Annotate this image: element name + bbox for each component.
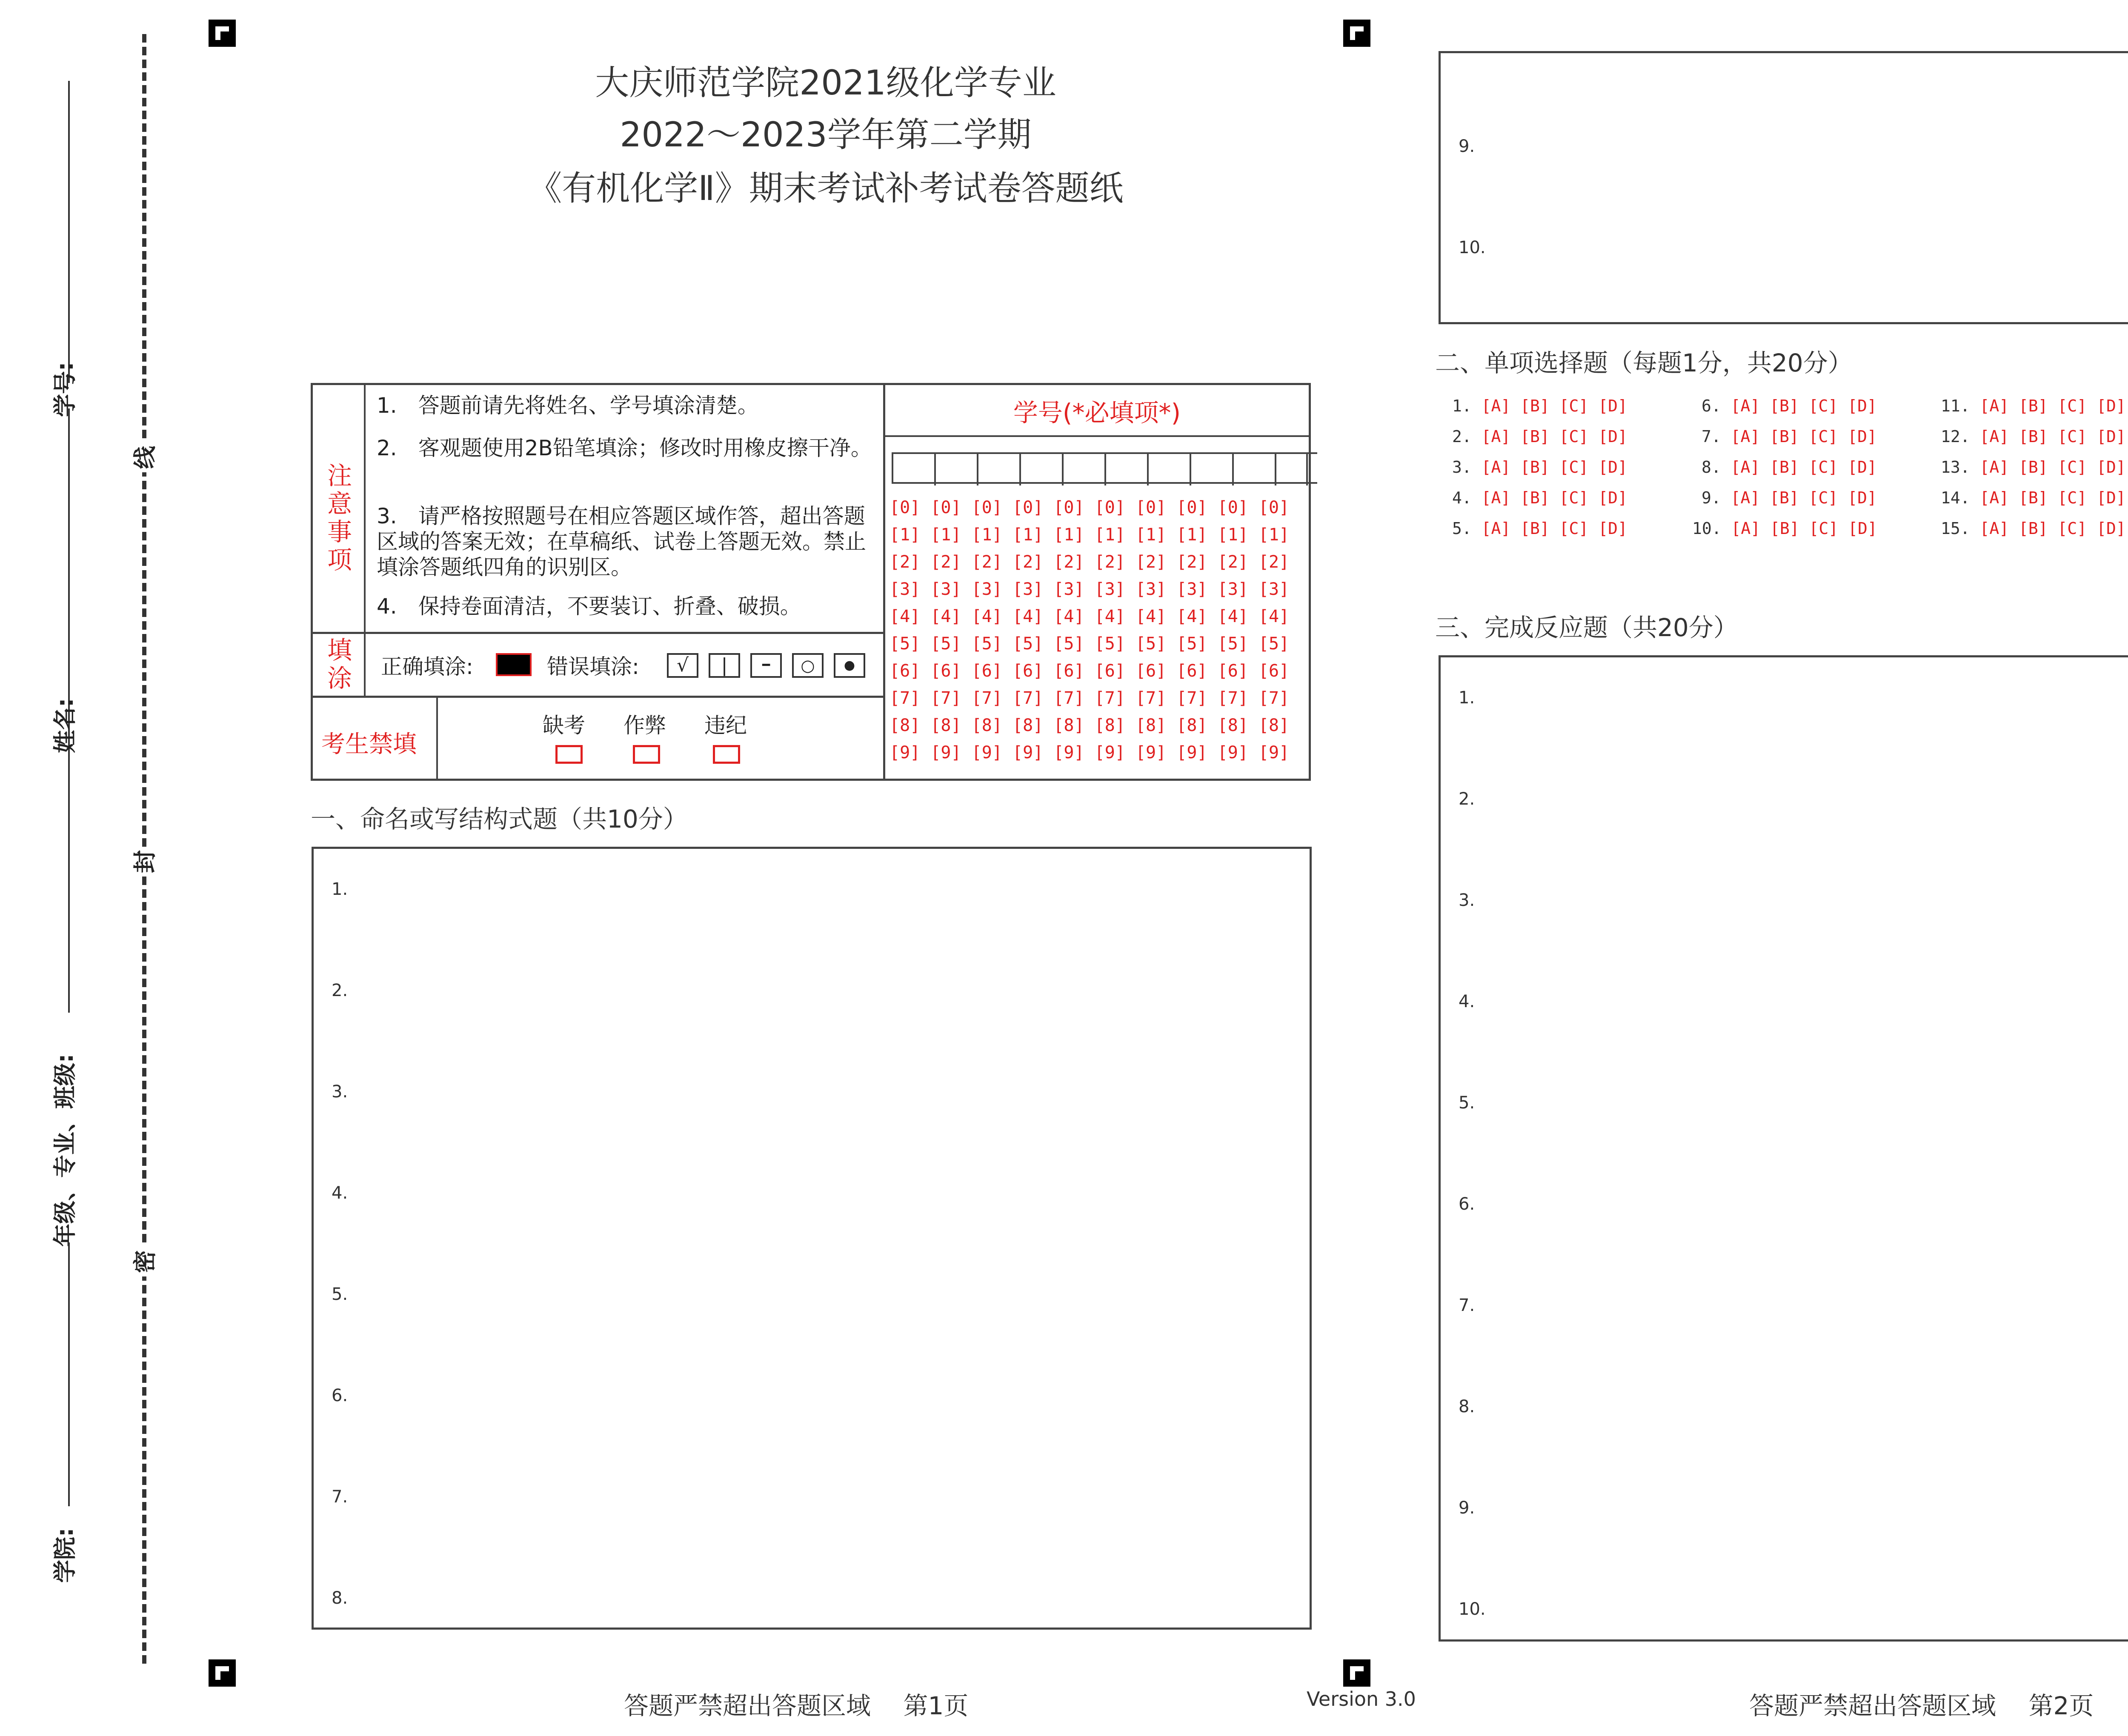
question-number: 7. [1459,1296,1475,1315]
seal-char-xian: 线 [130,443,160,472]
notice-heading: 注意事项 [327,461,352,574]
mcq-item[interactable]: 3. [A] [B] [C] [D] [1452,458,1627,477]
wrong-fill-circle-icon: ○ [792,653,824,678]
mcq-item[interactable]: 9. [A] [B] [C] [D] [1702,488,1877,507]
divider [883,385,885,779]
question-number: 5. [332,1285,348,1304]
section2-heading: 二、单项选择题（每题1分，共20分） [1435,348,1853,377]
wrong-fill-dot-icon: ● [834,653,865,678]
title-line-2: 2022～2023学年第二学期 [620,115,1032,154]
question-number: 4. [332,1183,348,1203]
notice-item-3: 3. 请严格按照题号在相应答题区域作答，超出答题区域的答案无效；在草稿纸、试卷上答题无效。禁止填涂答题纸四角的识别区。 [377,504,866,580]
digit-row-1[interactable]: [1] [1] [1] [1] [1] [1] [1] [1] [1] [1] [890,525,1290,545]
question-number: 9. [1459,1498,1475,1518]
mcq-item[interactable]: 6. [A] [B] [C] [D] [1702,397,1877,415]
student-id-cell[interactable] [936,454,978,485]
student-id-cell[interactable] [1191,454,1234,485]
question-number: 8. [1459,1397,1475,1416]
digit-row-8[interactable]: [8] [8] [8] [8] [8] [8] [8] [8] [8] [8] [890,716,1290,735]
invigilator-label: 考生禁填 [321,731,417,758]
digit-row-6[interactable]: [6] [6] [6] [6] [6] [6] [6] [6] [6] [6] [890,661,1290,681]
corner-mark-icon [209,20,236,47]
option-absent-label: 缺考 [543,713,585,738]
question-number: 5. [1459,1093,1475,1113]
student-id-cell[interactable] [1064,454,1106,485]
mcq-item[interactable]: 7. [A] [B] [C] [D] [1702,427,1877,446]
student-id-heading: 学号(*必填项*) [1013,398,1181,427]
question-number: 2. [332,981,348,1000]
question-number: 4. [1459,992,1475,1011]
mcq-item[interactable]: 11. [A] [B] [C] [D] [1941,397,2126,415]
student-id-label: 学号: [51,362,78,417]
digit-row-0[interactable]: [0] [0] [0] [0] [0] [0] [0] [0] [0] [0] [890,498,1290,517]
question-number: 6. [1459,1194,1475,1214]
class-underline [68,757,70,1013]
question-number: 10. [1459,238,1486,257]
mcq-item[interactable]: 13. [A] [B] [C] [D] [1941,458,2126,477]
question-number: 6. [332,1386,348,1405]
student-id-cell[interactable] [978,454,1021,485]
digit-row-5[interactable]: [5] [5] [5] [5] [5] [5] [5] [5] [5] [5] [890,634,1290,654]
question-number: 10. [1459,1599,1486,1619]
digit-row-7[interactable]: [7] [7] [7] [7] [7] [7] [7] [7] [7] [7] [890,688,1290,708]
mcq-item[interactable]: 10. [A] [B] [C] [D] [1692,519,1877,538]
digit-row-3[interactable]: [3] [3] [3] [3] [3] [3] [3] [3] [3] [3] [890,580,1290,599]
option-violation-checkbox[interactable] [713,745,740,764]
mcq-item[interactable]: 4. [A] [B] [C] [D] [1452,488,1627,507]
divider [436,696,438,779]
title-line-1: 大庆师范学院2021级化学专业 [595,63,1056,103]
option-cheat-checkbox[interactable] [633,745,660,764]
student-id-cell[interactable] [1234,454,1276,485]
student-id-cell[interactable] [1106,454,1149,485]
digit-row-2[interactable]: [2] [2] [2] [2] [2] [2] [2] [2] [2] [2] [890,552,1290,572]
corner-mark-icon [209,1659,236,1687]
student-id-underline [68,81,70,383]
student-id-cell[interactable] [1021,454,1064,485]
student-id-cell[interactable] [1149,454,1191,485]
corner-mark-icon [1343,1659,1370,1687]
mcq-item[interactable]: 14. [A] [B] [C] [D] [1941,488,2126,507]
divider [313,632,883,634]
student-id-cell[interactable] [1276,454,1308,485]
divider [364,385,366,696]
college-underline [68,1242,70,1506]
mcq-item[interactable]: 15. [A] [B] [C] [D] [1941,519,2126,538]
question-number: 9. [1459,137,1475,156]
mcq-item[interactable]: 12. [A] [B] [C] [D] [1941,427,2126,446]
student-id-cell[interactable] [893,454,936,485]
mcq-item[interactable]: 5. [A] [B] [C] [D] [1452,519,1627,538]
wrong-fill-check-icon: √ [667,653,698,678]
wrong-fill-dash-icon: ━ [750,653,782,678]
footer-version: Version 3.0 [1307,1687,1416,1710]
divider [313,696,883,698]
option-absent-checkbox[interactable] [555,745,583,764]
question-number: 1. [332,879,348,899]
section1-continued-area[interactable] [1439,51,2128,324]
footer-page-1: 答题严禁超出答题区域 第1页 [624,1691,969,1720]
mcq-item[interactable]: 2. [A] [B] [C] [D] [1452,427,1627,446]
fill-heading: 填涂 [327,636,352,693]
section3-answer-area[interactable] [1439,655,2128,1642]
corner-mark-icon [1343,20,1370,47]
mcq-item[interactable]: 1. [A] [B] [C] [D] [1452,397,1627,415]
title-line-3: 《有机化学Ⅱ》期末考试补考试卷答题纸 [528,168,1124,208]
section1-answer-area[interactable] [312,847,1312,1630]
notice-item-4: 4. 保持卷面清洁，不要装订、折叠、破损。 [377,594,801,619]
mcq-item[interactable]: 8. [A] [B] [C] [D] [1702,458,1877,477]
notice-item-2: 2. 客观题使用2B铅笔填涂；修改时用橡皮擦干净。 [377,436,872,460]
option-cheat-label: 作弊 [624,713,666,738]
section3-heading: 三、完成反应题（共20分） [1435,613,1738,642]
question-number: 7. [332,1487,348,1507]
question-number: 1. [1459,688,1475,708]
question-number: 3. [332,1082,348,1102]
wrong-fill-bar-icon: | [709,653,740,678]
question-number: 3. [1459,891,1475,910]
digit-row-9[interactable]: [9] [9] [9] [9] [9] [9] [9] [9] [9] [9] [890,743,1290,762]
question-number: 2. [1459,789,1475,809]
wrong-fill-label: 错误填涂: [547,654,639,679]
correct-fill-label: 正确填涂: [381,654,473,679]
seal-char-mi: 密 [130,1247,160,1276]
name-label: 姓名: [51,698,78,753]
question-number: 8. [332,1588,348,1608]
college-label: 学院: [51,1528,78,1583]
divider [885,435,1309,437]
correct-fill-sample-icon [496,653,532,676]
notice-item-1: 1. 答题前请先将姓名、学号填涂清楚。 [377,393,759,418]
section1-heading: 一、命名或写结构式题（共10分） [311,805,688,834]
class-label: 年级、专业、班级: [51,1054,78,1247]
seal-char-feng: 封 [130,847,160,877]
footer-page-2: 答题严禁超出答题区域 第2页 [1749,1691,2094,1720]
option-violation-label: 违纪 [704,713,747,738]
digit-row-4[interactable]: [4] [4] [4] [4] [4] [4] [4] [4] [4] [4] [890,607,1290,626]
student-id-entry-boxes[interactable] [892,452,1317,484]
